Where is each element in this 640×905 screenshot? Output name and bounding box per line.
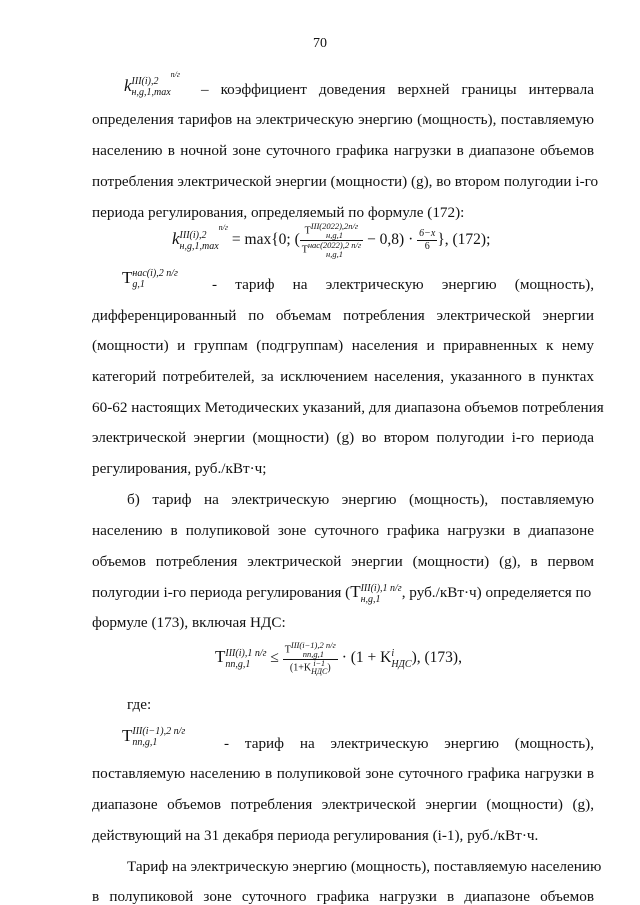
text-line: формуле (173), включая НДС: [92,614,286,631]
text-line: - тариф на электрическую энергию (мощность), [224,735,594,752]
text-line: Тариф на электрическую энергию (мощность), поставляемую населению [127,858,602,875]
text-line: электрической энергии (мощности) (g) во втором полугодии i-го периода [92,429,594,446]
text-line: поставляемую населению в полупиковой зоне суточного графика нагрузки в [92,765,594,782]
text-line: б) тариф на электрическую энергию (мощность), поставляемую [127,491,594,508]
text-line: где: [127,696,152,713]
page-number: 70 [313,36,327,51]
text-line: потребления электрической энергии (мощности) (g), во втором полугодии i-го [92,173,599,190]
text-line: регулирования, руб./кВт·ч; [92,460,267,477]
text-line: объемов потребления электрической энергии (мощности) (g), в первом [92,553,594,570]
fraction: T III(i−1),2 п/г пп,g,1 (1+K i−1 НДС ) [284,640,336,676]
symbol-k-max: k III(i),2 н,g,1,max $^{п/г}$ [124,70,181,99]
fraction: T III(2022),2п/г н,g,1 T нас(2022),2 п/г н,g,1 [301,221,362,259]
text-line: в полупиковой зоне суточного графика нагрузки в диапазоне объемов [92,888,594,905]
text-line: дифференцированный по объемам потребления электрической энергии [92,307,594,324]
symbol-t-pp-prev: T III(i−1),2 п/г пп,g,1 [122,726,186,749]
formula-172: k III(i),2 н,g,1,max $^{п/г}$ = max{0; ( T III(2022),2п/г н,g,1 T нас(2022),2 п/г н,g,1 − 0,8) · $\frac{6-x}{6}$ }, (172); [172,221,491,259]
text-line: определения тарифов на электрическую энергию (мощность), поставляемую [92,111,594,128]
symbol-t-nas: T нас(i),2 п/г g,1 [122,268,178,291]
text-line: диапазоне объемов потребления электрической энергии (мощности) (g), [92,796,594,813]
text-line: полугодии i-го периода регулирования (T III(i),1 п/г н,g,1 , руб./кВт·ч) определяется по [92,582,592,605]
formula-173: T III(i),1 п/г пп,g,1 ≤ T III(i−1),2 п/г пп,g,1 (1+K i−1 НДС ) · (1 + K i НДС ), (173), [215,640,462,676]
text-line: категорий потребителей, за исключением населения, указанного в пунктах [92,368,594,385]
text-line: населению в полупиковой зоне суточного графика нагрузки в диапазоне [92,522,594,539]
text-line: действующий на 31 декабря периода регулирования (i-1), руб./кВт·ч. [92,827,539,844]
text-line: (мощности) и группам (подгруппам) населения и приравненных к нему [92,337,594,354]
text-line: населению в ночной зоне суточного графика нагрузки в диапазоне объемов [92,142,594,159]
text-line: 60-62 настоящих Методических указаний, для диапазона объемов потребления [92,399,604,416]
text-line: – коэффициент доведения верхней границы интервала [201,81,594,98]
fraction: $\frac{6-x}{6}$ [419,228,436,252]
text-line: - тариф на электрическую энергию (мощность), [212,276,594,293]
text-line: периода регулирования, определяемый по формуле (172): [92,204,465,221]
